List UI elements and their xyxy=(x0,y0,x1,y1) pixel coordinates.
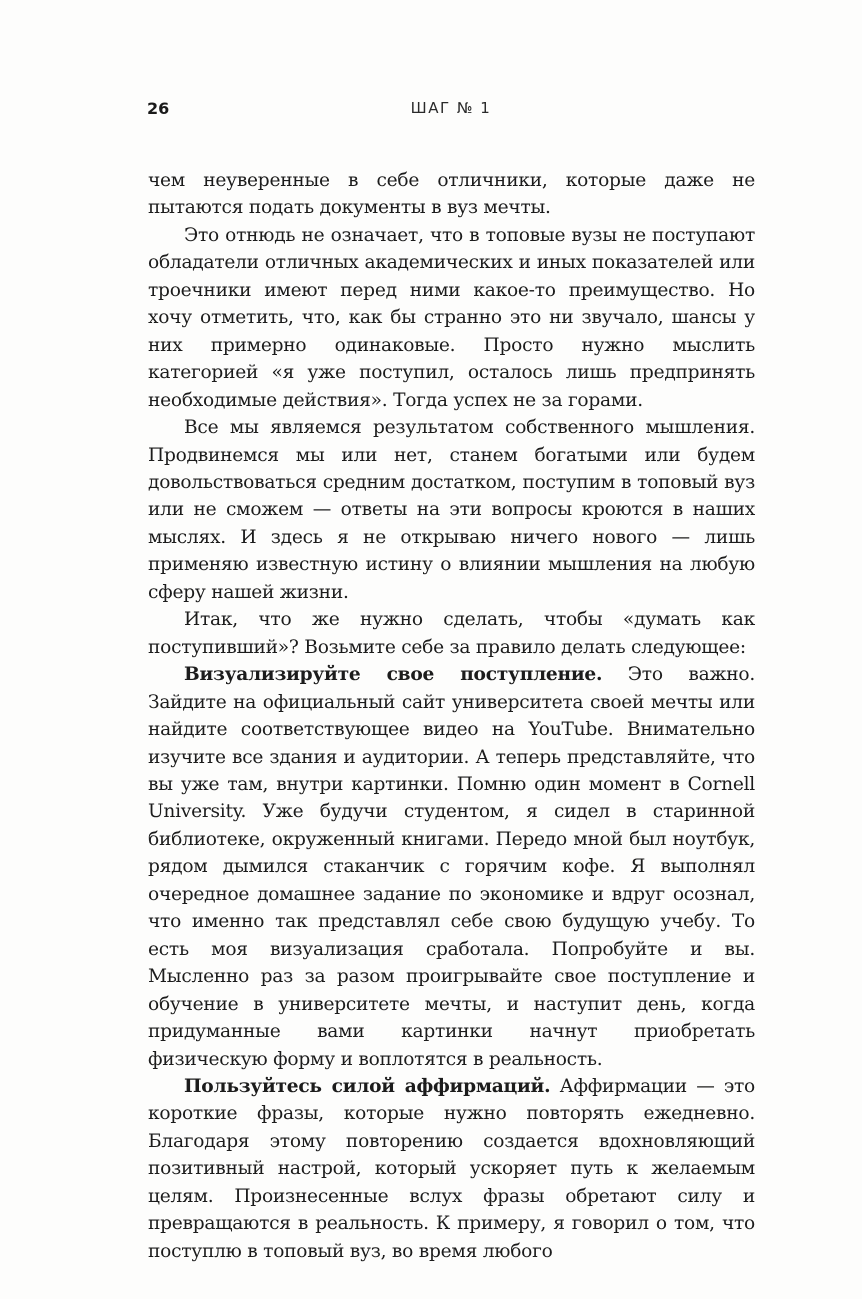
paragraph-3 xyxy=(148,414,755,606)
body-text xyxy=(148,167,755,1265)
paragraph-5 xyxy=(148,661,755,1073)
paragraph-2 xyxy=(148,222,755,414)
paragraph-text: Это отнюдь не означает, что в топовые вузы не поступают обладатели отличных академических и иных показателей или троечники имеют перед ними какое-то преимущество. Но хочу отметить, что, как бы странно это ни звучало, шансы у них примерно одинаковые. Просто нужно мыслить категорией «я уже поступил, осталось лишь предпринять необходимые действия». Тогда успех не за горами. xyxy=(148,224,755,411)
paragraph-lead: Пользуйтесь силой аффирмаций. xyxy=(184,1075,551,1097)
paragraph-text: Все мы являемся результатом собственного мышления. Продвинемся мы или нет, станем богатыми или будем довольствоваться средним достатком, поступим в топовый вуз или не сможем — ответы на эти вопросы кроются в наших мыслях. И здесь я не открываю ничего нового — лишь применяю известную истину о влиянии мышления на любую сферу нашей жизни. xyxy=(148,417,755,603)
running-head: ШАГ № 1 xyxy=(410,99,492,117)
paragraph-4 xyxy=(148,606,755,661)
paragraph-6 xyxy=(148,1073,755,1265)
paragraph-text: Итак, что же нужно сделать, чтобы «думать как поступивший»? Возьмите себе за правило делать следующее: xyxy=(148,609,755,658)
paragraph-text: чем неуверенные в себе отличники, которые даже не пытаются подать документы в вуз мечты. xyxy=(148,170,755,219)
paragraph-lead: Визуализируйте свое поступление. xyxy=(184,664,603,686)
paragraph-text: Аффирмации — это короткие фразы, которые нужно повторять ежедневно. Благодаря этому повторению создается вдохновляющий позитивный настрой, который ускоряет путь к желаемым целям. Произнесенные вслух фразы обретают силу и превращаются в реальность. К примеру, я говорил о том, что поступлю в топовый вуз, во время любого xyxy=(148,1075,755,1262)
paragraph-text: Это важно. Зайдите на официальный сайт университета своей мечты или найдите соответствующее видео на YouTube. Внимательно изучите все здания и аудитории. А теперь представляйте, что вы уже там, внутри картинки. Помню один момент в Cornell University. Уже будучи студентом, я сидел в старинной библиотеке, окруженный книгами. Передо мной был ноутбук, рядом дымился стаканчик с горячим кофе. Я выполнял очередное домашнее задание по экономике и вдруг осознал, что именно так представлял себе свою будущую учебу. То есть моя визуализация сработала. Попробуйте и вы. Мысленно раз за разом проигрывайте свое поступление и обучение в университете мечты, и наступит день, когда придуманные вами картинки начнут приобретать физическую форму и воплотятся в реальность. xyxy=(148,664,756,1070)
paragraph-1 xyxy=(148,167,755,222)
page-header xyxy=(147,99,755,123)
page-number: 26 xyxy=(147,99,170,118)
